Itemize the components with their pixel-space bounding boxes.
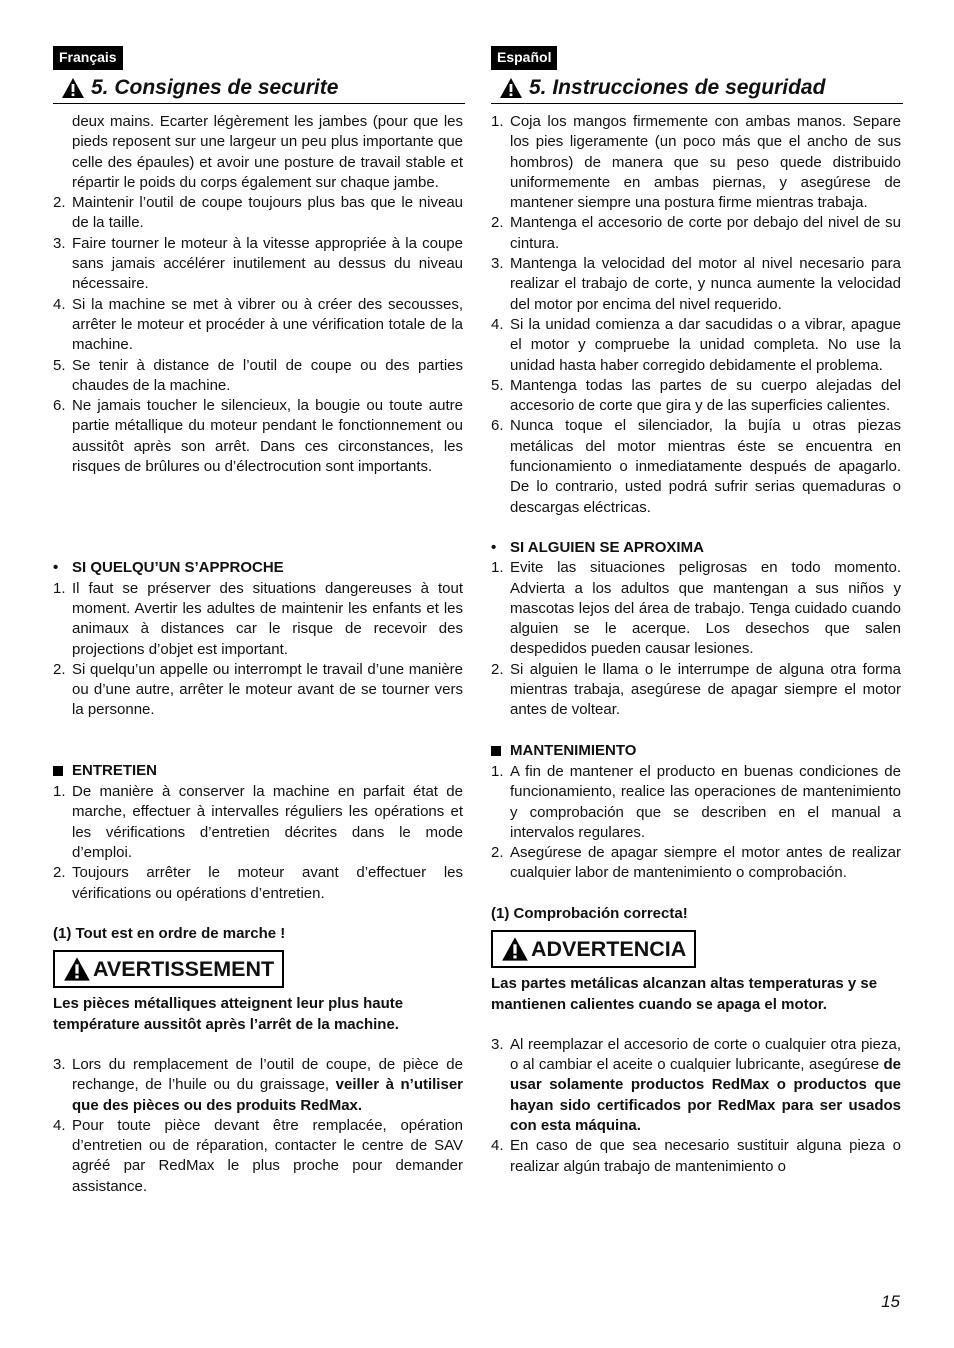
section-title-text: 5. Instrucciones de seguridad bbox=[529, 76, 826, 99]
language-tag: Español bbox=[491, 46, 557, 70]
list-item: 4. En caso de que sea necesario sustituir alguna pieza o realizar algún trabajo de mantenimiento o bbox=[491, 1137, 901, 1175]
page-number: 15 bbox=[881, 1292, 900, 1311]
list-item: 4. Pour toute pièce devant être remplacée, opération d’entretien ou de réparation, contacter le centre de SAV agréé par RedMax le plus proche pour demander assistance. bbox=[53, 1116, 463, 1195]
list-item: 2. Si alguien le llama o le interrumpe de alguna otra forma mientras trabaja, asegúrese de apagar siempre el motor antes de voltear. bbox=[491, 660, 901, 719]
list-item: 3. Lors du remplacement de l’outil de coupe, de pièce de rechange, de l’huile ou du graissage, veiller à n’utiliser que des pièces ou des produits RedMax. bbox=[53, 1055, 464, 1114]
spanish-column bbox=[491, 46, 901, 1177]
warning-text: Les pièces métalliques atteignent leur plus haute température aussitôt après l’arrêt de la machine. bbox=[53, 995, 404, 1033]
list-item: 2. Maintenir l’outil de coupe toujours plus bas que le niveau de la taille. bbox=[53, 194, 463, 232]
list-item: 1. De manière à conserver la machine en parfait état de marche, effectuer à intervalles réguliers les opérations et les vérifications d’entretien décrites dans le mode d’emploi. bbox=[53, 783, 463, 861]
list-item: 1. Coja los mangos firmemente con ambas manos. Separe los pies ligeramente (un poco más que el ancho de sus hombros) de manera que su peso quede distribuido uniformemente en ambas piernas, y asegúrese de mantener siempre una postura firme mientras trabaja. bbox=[491, 113, 901, 212]
warning-triangle-icon bbox=[63, 956, 91, 982]
warning-triangle-icon bbox=[61, 77, 85, 99]
approach-heading: • SI QUELQU’UN S’APPROCHE bbox=[53, 558, 463, 578]
warning-box: AVERTISSEMENT bbox=[53, 950, 284, 988]
maintenance-heading: MANTENIMIENTO bbox=[491, 741, 901, 762]
language-tag: Français bbox=[53, 46, 123, 70]
section-title bbox=[491, 76, 903, 104]
approach-heading: • SI ALGUIEN SE APROXIMA bbox=[491, 538, 901, 558]
list-item: 3. Faire tourner le moteur à la vitesse appropriée à la coupe sans jamais accélérer inutilement au dessus du niveau nécessaire. bbox=[53, 234, 463, 293]
bullet-icon: • bbox=[53, 559, 59, 577]
list-item: 5. Se tenir à distance de l’outil de coupe ou des parties chaudes de la machine. bbox=[53, 356, 463, 394]
list-item: 5. Mantenga todas las partes de su cuerpo alejadas del accesorio de corte que gira y de las superficies calientes. bbox=[491, 376, 901, 415]
list-item: 2. Toujours arrêter le moteur avant d’effectuer les vérifications ou opérations d’entretien. bbox=[53, 864, 463, 902]
warning-triangle-icon bbox=[499, 77, 523, 99]
list-item: 4. Si la machine se met à vibrer ou à créer des secousses, arrêter le moteur et procéder à une vérification totale de la machine. bbox=[53, 295, 463, 354]
bullet-icon: • bbox=[491, 538, 497, 556]
list-item: 2. Asegúrese de apagar siempre el motor antes de realizar cualquier labor de mantenimiento o comprobación. bbox=[491, 844, 901, 882]
warning-box: ADVERTENCIA bbox=[491, 930, 696, 968]
list-item: 1. Il faut se préserver des situations dangereuses à tout moment. Avertir les adultes de maintenir les enfants et les animaux à distances car le risque de recevoir des projections d’objet est important. bbox=[53, 579, 463, 658]
square-bullet-icon bbox=[53, 766, 63, 776]
warning-text: Las partes metálicas alcanzan altas temperaturas y se mantienen calientes cuando se apaga el motor. bbox=[491, 975, 878, 1013]
check-heading: (1) Comprobación correcta! bbox=[491, 904, 688, 922]
intro-paragraph: deux mains. Ecarter légèrement les jambes (pour que les pieds reposent sur une largeur un peu plus importante que celle des épaules) et avoir une posture de travail stable et répartir le poids du corps également sur chaque jambe. bbox=[72, 113, 463, 191]
list-item: 3. Al reemplazar el accesorio de corte o cualquier otra pieza, o al cambiar el aceite o cualquier lubricante, asegúrese de usar solamente productos RedMax o productos que hayan sido certificados por RedMax para ser usados con esta máquina. bbox=[491, 1035, 901, 1135]
section-title-text: 5. Consignes de securite bbox=[91, 76, 339, 99]
list-item: 6. Ne jamais toucher le silencieux, la bougie ou toute autre partie métallique du moteur pendant le fonctionnement ou aussitôt après son arrêt. Dans ces circonstances, les risques de brûlures ou d’électrocution sont importants. bbox=[53, 397, 463, 476]
warning-triangle-icon bbox=[501, 936, 529, 962]
french-column bbox=[53, 46, 463, 1197]
list-item: 2. Mantenga el accesorio de corte por debajo del nivel de su cintura. bbox=[491, 214, 901, 252]
square-bullet-icon bbox=[491, 746, 501, 756]
check-heading: (1) Tout est en ordre de marche ! bbox=[53, 924, 286, 942]
section-title bbox=[53, 76, 465, 104]
maintenance-heading: ENTRETIEN bbox=[53, 761, 463, 782]
list-item: 1. A fin de mantener el producto en buenas condiciones de funcionamiento, realice las operaciones de mantenimiento y comprobación que se describen en el manual a intervalos regulares. bbox=[491, 762, 901, 841]
list-item: 1. Evite las situaciones peligrosas en todo momento. Advierta a los adultos que mantengan a sus niños y mascotas lejos del área de trabajo. Tenga cuidado cuando alguien se le acerque. Los desechos que salen despedidos pueden causar lesiones. bbox=[491, 559, 901, 658]
list-item: 3. Mantenga la velocidad del motor al nivel necesario para realizar el trabajo de corte, y nunca aumente la velocidad del motor por encima del nivel requerido. bbox=[491, 255, 901, 313]
list-item: 6. Nunca toque el silenciador, la bujía u otras piezas metálicas del motor mientras éste se encuentra en funcionamiento o inmediatamente después de apagarlo. De lo contrario, usted podrá sufrir serias quemaduras o descargas eléctricas. bbox=[491, 417, 901, 516]
list-item: 2. Si quelqu’un appelle ou interrompt le travail d’une manière ou d’une autre, arrêter le moteur avant de se tourner vers la personne. bbox=[53, 660, 463, 719]
list-item: 4. Si la unidad comienza a dar sacudidas o a vibrar, apague el motor y compruebe la unidad completa. No use la unidad hasta haber corregido debidamente el problema. bbox=[491, 315, 901, 374]
